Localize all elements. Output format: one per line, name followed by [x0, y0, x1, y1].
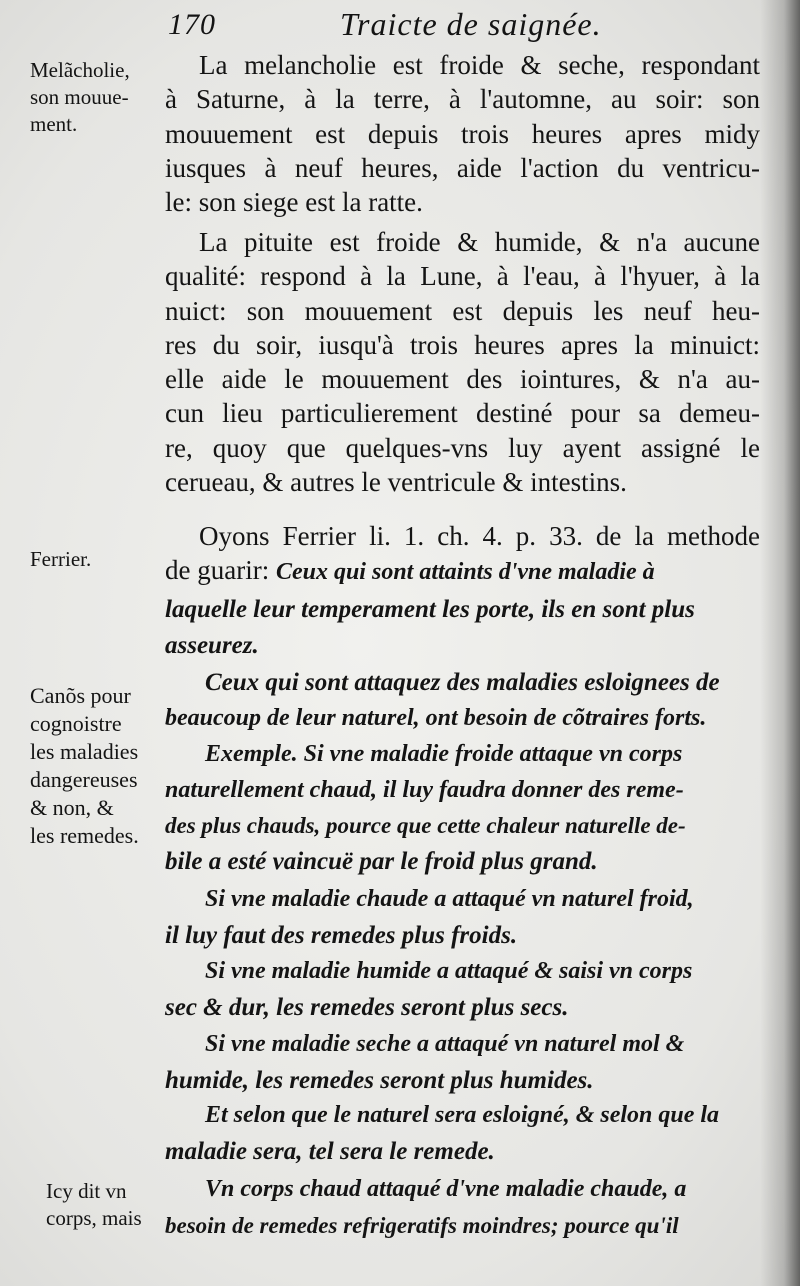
italic-line: naturellement chaud, il luy faudra donner des reme- [165, 776, 684, 803]
margin-note-line: & non, & [30, 795, 114, 820]
italic-line: Et selon que le naturel sera esloigné, & selon que la [205, 1102, 720, 1128]
italic-line: il luy faut des remedes plus froids. [165, 921, 518, 949]
italic-line: humide, les remedes seront plus humides. [165, 1066, 594, 1094]
italic-line: besoin de remedes refrigeratifs moindres; pource qu'il [165, 1212, 679, 1238]
text-line: cun lieu particulierement destiné pour sa demeu- [165, 398, 760, 429]
margin-note-line: Icy dit vn [46, 1179, 127, 1203]
page-header [0, 6, 800, 46]
paragraph-chaude [165, 882, 760, 953]
text-line: La melancholie est froide & seche, respondant [199, 50, 760, 80]
margin-note-line: Canõs pour [30, 683, 131, 708]
italic-line: Exemple. Si vne maladie froide attaque vn corps [205, 741, 683, 767]
text-line: iusques à neuf heures, aide l'action du ventricu- [165, 152, 760, 183]
text-line: qualité: respond à la Lune, à l'eau, à l'hyuer, à la [165, 261, 760, 292]
text-line-mixed [165, 553, 760, 592]
italic-line: asseurez. [165, 631, 259, 659]
italic-line: des plus chauds, pource que cette chaleur naturelle de- [165, 813, 686, 838]
paragraph-melancholie [165, 48, 760, 219]
text-line: La pituite est froide & humide, & n'a aucune [199, 227, 760, 257]
margin-note-melancholie [30, 57, 170, 138]
text-line: mouuement est depuis trois heures apres midy [165, 118, 760, 149]
margin-note-line: ment. [30, 112, 78, 136]
margin-note-line: Melãcholie, [30, 58, 130, 82]
paragraph-seche [165, 1027, 760, 1098]
italic-line: bile a esté vaincuë par le froid plus grand. [165, 847, 598, 875]
page-gutter-shadow [760, 0, 800, 1286]
italic-span: Ceux qui sont attaints d'vne maladie à [275, 559, 655, 586]
italic-line: Vn corps chaud attaqué d'vne maladie chaude, a [205, 1176, 687, 1202]
margin-note-line: cognoistre [30, 711, 122, 736]
margin-note-line: son mouue- [30, 85, 129, 109]
text-line: res du soir, iusqu'à trois heures apres la minuict: [165, 329, 760, 360]
paragraph-humide [165, 954, 760, 1025]
running-head: Traicte de saignée. [340, 6, 602, 42]
text-line: re, quoy que quelques-vns luy ayent assigné le [165, 432, 760, 463]
italic-line: Si vne maladie humide a attaqué & saisi vn corps [205, 958, 693, 984]
text-line: nuict: son mouuement est depuis les neuf heu- [165, 295, 760, 326]
text-span: de guarir: [165, 555, 276, 586]
italic-line: beaucoup de leur naturel, ont besoin de cõtraires forts. [165, 704, 707, 731]
page-number: 170 [168, 8, 216, 41]
margin-note-canons [30, 682, 170, 850]
text-line: le: son siege est la ratte. [165, 187, 423, 218]
text-line: à Saturne, à la terre, à l'automne, au soir: son [165, 84, 760, 115]
italic-line: Si vne maladie chaude a attaqué vn naturel froid, [205, 886, 694, 912]
margin-note-line: corps, mais [46, 1206, 142, 1230]
italic-line: sec & dur, les remedes seront plus secs. [165, 993, 569, 1021]
text-line: elle aide le mouuement des iointures, & n'a au- [165, 364, 760, 395]
margin-note-line: Ferrier. [30, 547, 92, 571]
italic-line: maladie sera, tel sera le remede. [165, 1137, 495, 1165]
italic-line: Ceux qui sont attaquez des maladies esloignees de [205, 669, 720, 696]
text-line: cerueau, & autres le ventricule & intestins. [165, 467, 627, 498]
margin-note-ferrier [30, 546, 170, 573]
margin-note-line: dangereuses [30, 767, 138, 792]
paragraph-corps-chaud [165, 1172, 760, 1243]
text-line: Oyons Ferrier li. 1. ch. 4. p. 33. de la methode [199, 521, 760, 551]
paragraph-selon [165, 1098, 760, 1169]
italic-line: laquelle leur temperament les porte, ils en sont plus [165, 596, 695, 624]
paragraph-exemple [165, 737, 760, 879]
paragraph-canons [165, 665, 760, 736]
paragraph-pituite [165, 225, 760, 499]
italic-line: Si vne maladie seche a attaqué vn naturel mol & [205, 1031, 685, 1057]
margin-note-line: les maladies [30, 739, 139, 764]
paragraph-ferrier [165, 519, 760, 663]
margin-note-line: les remedes. [30, 823, 139, 848]
